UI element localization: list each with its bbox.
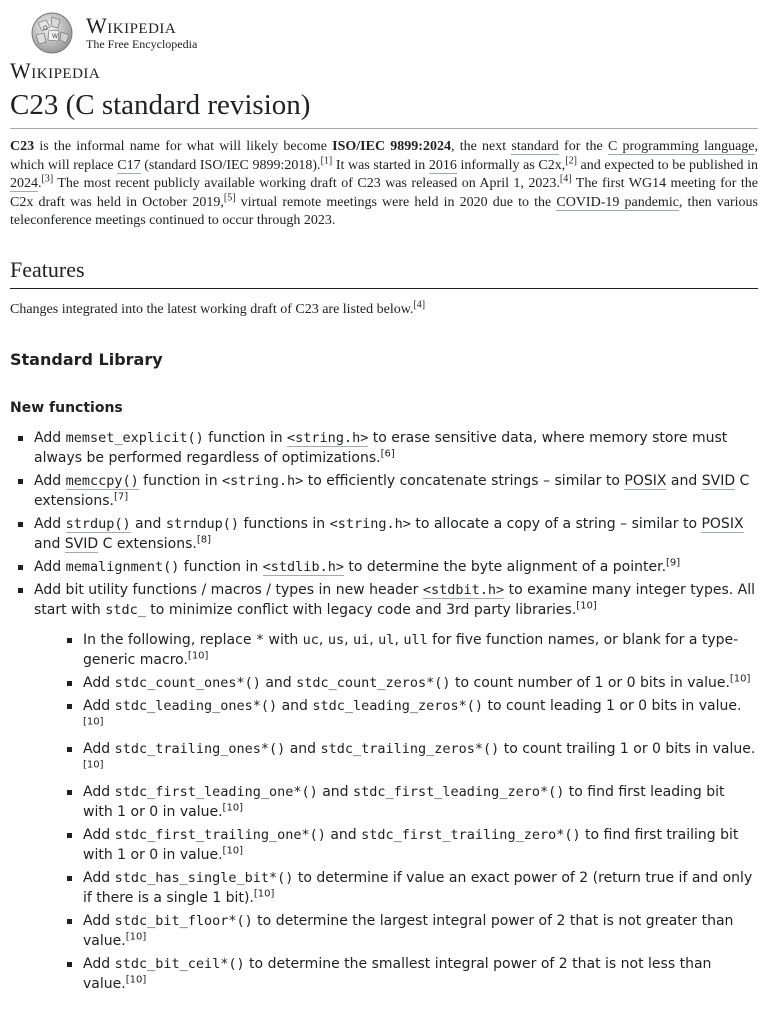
- text-run: , the next: [450, 139, 512, 154]
- text-run: Changes integrated into the latest working draft of C23 are listed below.: [10, 301, 414, 317]
- text-run: informally as C2x,: [456, 157, 566, 173]
- code-link[interactable]: [263, 559, 344, 576]
- intro-paragraph: [10, 138, 758, 231]
- page-title: C23 (C standard revision): [10, 86, 758, 129]
- text-run: It was started in: [332, 157, 429, 173]
- text-run: to count number of 1 or 0 bits in value.: [450, 674, 730, 691]
- code-snippet: stdc_first_trailing_zero*(): [361, 826, 581, 843]
- citation-ref[interactable]: [6]: [380, 447, 395, 459]
- list-item: [59, 739, 758, 779]
- features-intro: [10, 298, 758, 319]
- list-item: [59, 954, 758, 994]
- text-run: Add: [83, 869, 115, 886]
- text-run: Add: [34, 558, 66, 575]
- text-run: Add: [83, 740, 115, 757]
- wiki-link[interactable]: 2016: [428, 157, 457, 173]
- text-run: to find first leading bit with 1 or 0 in value.: [83, 783, 725, 820]
- list-item: [59, 782, 758, 822]
- list-item: [59, 630, 758, 670]
- citation-ref[interactable]: [3]: [41, 173, 54, 185]
- text-run: ,: [394, 631, 404, 648]
- text-run: virtual remote meetings were held in 2020 due to the: [235, 194, 557, 210]
- code-snippet: memccpy(): [65, 472, 139, 489]
- text-run: function in: [179, 558, 263, 575]
- citation-ref[interactable]: [10]: [253, 887, 275, 899]
- text-run: to count trailing 1 or 0 bits in value.: [499, 740, 756, 757]
- text-run: to determine the largest integral power of 2 that is not greater than value.: [83, 912, 734, 949]
- text-run: Add: [83, 697, 115, 714]
- wordmark: Wikipedia: [10, 58, 101, 83]
- wiki-link[interactable]: SVID: [701, 472, 736, 489]
- bold-term: ISO/IEC 9899:2024: [332, 139, 451, 154]
- wiki-link[interactable]: SVID: [64, 535, 99, 552]
- wiki-link[interactable]: C17: [117, 157, 141, 173]
- text-run: to erase sensitive data, where memory store must always be performed regardless of optimizations.: [34, 429, 728, 466]
- text-run: Add: [83, 674, 115, 691]
- code-snippet: stdc_first_trailing_one*(): [114, 826, 326, 843]
- text-run: to determine if value an exact power of 2 (return true if and only if there is a single 1 bit).: [83, 869, 753, 906]
- list-item: [10, 514, 758, 554]
- text-run: , then various teleconference meetings continued to occur through 2023.: [10, 194, 758, 228]
- code-snippet: stdc_leading_ones*(): [114, 697, 278, 714]
- code-snippet: <string.h>: [287, 429, 369, 446]
- text-run: ,: [369, 631, 379, 648]
- code-link[interactable]: [423, 582, 504, 599]
- text-run: and: [666, 472, 702, 489]
- code-snippet: stdc_count_ones*(): [114, 674, 261, 691]
- bold-term: C23: [10, 139, 35, 154]
- list-item: [59, 673, 758, 693]
- code-link[interactable]: [66, 516, 131, 533]
- text-run: and: [34, 535, 65, 552]
- code-snippet: stdc_bit_floor*(): [114, 912, 253, 929]
- code-snippet: us: [327, 631, 345, 648]
- list-item: [10, 580, 758, 994]
- citation-ref[interactable]: [5]: [223, 191, 236, 203]
- standard-library-heading: Standard Library: [10, 349, 163, 369]
- citation-ref[interactable]: [7]: [114, 490, 129, 502]
- text-run: Add: [34, 472, 66, 489]
- wiki-link[interactable]: standard: [511, 139, 559, 154]
- code-link[interactable]: [66, 473, 139, 490]
- citation-ref[interactable]: [10]: [729, 672, 751, 684]
- code-snippet: memset_explicit(): [65, 429, 204, 446]
- text-run: Add: [34, 515, 66, 532]
- text-run: to allocate a copy of a string – similar to: [410, 515, 702, 532]
- code-snippet: ui: [353, 631, 370, 648]
- citation-ref[interactable]: [10]: [222, 801, 244, 813]
- list-item: [59, 911, 758, 951]
- code-snippet: *: [255, 631, 265, 648]
- text-run: and expected to be published in: [576, 157, 758, 173]
- text-run: and: [130, 515, 166, 532]
- code-snippet: ull: [403, 631, 428, 648]
- code-snippet: stdc_has_single_bit*(): [114, 869, 294, 886]
- citation-ref[interactable]: [10]: [83, 715, 104, 727]
- wiki-link[interactable]: POSIX: [624, 472, 667, 489]
- text-run: C extensions.: [34, 472, 750, 509]
- text-run: Add bit utility functions / macros / types in new header: [34, 581, 423, 598]
- text-run: Add: [83, 826, 115, 843]
- new-functions-list: [10, 428, 758, 994]
- text-run: .: [38, 176, 42, 191]
- text-run: and: [317, 783, 354, 800]
- citation-ref[interactable]: [10]: [576, 599, 597, 611]
- text-run: to find first trailing bit with 1 or 0 in value.: [83, 826, 739, 863]
- text-run: and: [277, 697, 313, 714]
- text-run: is the informal name for what will likely become: [34, 139, 333, 154]
- code-link[interactable]: [287, 430, 368, 447]
- code-snippet: stdc_first_leading_one*(): [114, 783, 318, 800]
- svg-text:Ω: Ω: [43, 25, 48, 32]
- logo-tagline: The Free Encyclopedia: [86, 37, 198, 51]
- text-run: to determine the byte alignment of a pointer.: [343, 558, 667, 575]
- text-run: (standard ISO/IEC 9899:2018).: [140, 157, 321, 173]
- list-item: [59, 696, 758, 736]
- wiki-link[interactable]: COVID-19 pandemic: [556, 194, 679, 210]
- code-snippet: stdc_first_leading_zero*(): [353, 783, 565, 800]
- citation-ref[interactable]: [4]: [413, 298, 426, 310]
- list-item: [10, 557, 758, 577]
- text-run: to determine the smallest integral power of 2 that is not less than value.: [83, 955, 712, 992]
- code-snippet: strndup(): [165, 515, 239, 532]
- citation-ref[interactable]: [10]: [125, 973, 147, 985]
- citation-ref[interactable]: [9]: [666, 556, 681, 568]
- list-item: [59, 825, 758, 865]
- text-run: to minimize conflict with legacy code and 3rd party libraries.: [145, 601, 577, 618]
- logo-title: Wikipedia: [86, 13, 177, 38]
- text-run: Add: [34, 429, 66, 446]
- text-run: for the: [558, 139, 608, 154]
- code-snippet: stdc_bit_ceil*(): [114, 955, 245, 972]
- wikipedia-logo[interactable]: [10, 8, 758, 58]
- text-run: Add: [83, 955, 115, 972]
- code-snippet: strdup(): [65, 515, 131, 532]
- text-run: functions in: [239, 515, 330, 532]
- code-snippet: memalignment(): [65, 558, 180, 575]
- text-run: The first WG14 meeting for the C2x draft was held in October 2019,: [10, 176, 758, 210]
- citation-ref[interactable]: [10]: [222, 844, 244, 856]
- citation-ref[interactable]: [4]: [559, 173, 572, 185]
- article-page: [10, 0, 758, 997]
- stdbit-sublist: [59, 630, 758, 994]
- text-run: Add: [83, 912, 115, 929]
- text-run: with: [264, 631, 303, 648]
- code-snippet: <string.h>: [222, 472, 304, 489]
- text-run: function in: [138, 472, 223, 489]
- code-snippet: <stdbit.h>: [422, 581, 505, 598]
- svg-text:W: W: [52, 33, 58, 40]
- text-run: to efficiently concatenate strings – similar to: [303, 472, 625, 489]
- code-snippet: ul: [378, 631, 395, 648]
- code-snippet: stdc_count_zeros*(): [296, 674, 451, 691]
- code-snippet: uc: [302, 631, 319, 648]
- text-run: ,: [344, 631, 353, 648]
- text-run: for five function names, or blank for a type-generic macro.: [83, 631, 739, 668]
- citation-ref[interactable]: [8]: [196, 533, 212, 545]
- text-run: C extensions.: [98, 535, 197, 552]
- wiki-link[interactable]: POSIX: [701, 515, 744, 532]
- text-run: and: [260, 674, 297, 691]
- text-run: to count leading 1 or 0 bits in value.: [483, 697, 742, 714]
- features-heading: Features: [10, 255, 758, 289]
- citation-ref[interactable]: [10]: [125, 930, 147, 942]
- wiki-link[interactable]: 2024: [10, 176, 38, 191]
- citation-ref[interactable]: [1]: [320, 154, 333, 166]
- code-snippet: stdc_trailing_ones*(): [114, 740, 286, 757]
- list-item: [10, 471, 758, 511]
- text-run: , which will replace: [10, 139, 758, 173]
- text-run: Add: [83, 783, 115, 800]
- wiki-link[interactable]: C programming language: [607, 139, 755, 154]
- text-run: ,: [318, 631, 328, 648]
- text-run: The most recent publicly available working draft of C23 was released on April 1, 2023.: [53, 176, 560, 191]
- citation-ref[interactable]: [10]: [83, 758, 104, 770]
- new-functions-heading: New functions: [10, 399, 123, 416]
- text-run: function in: [203, 429, 288, 446]
- list-item: [59, 868, 758, 908]
- list-item: [10, 428, 758, 468]
- text-run: In the following, replace: [83, 631, 256, 648]
- code-snippet: <string.h>: [329, 515, 411, 532]
- globe-icon: [28, 11, 76, 55]
- citation-ref[interactable]: [10]: [187, 649, 209, 661]
- text-run: and: [325, 826, 362, 843]
- code-snippet: stdc_: [105, 601, 146, 618]
- citation-ref[interactable]: [2]: [565, 154, 577, 166]
- code-snippet: stdc_trailing_zeros*(): [320, 740, 500, 757]
- code-snippet: stdc_leading_zeros*(): [312, 697, 484, 714]
- text-run: to examine many integer types. All start with: [34, 581, 756, 618]
- code-snippet: <stdlib.h>: [262, 558, 344, 575]
- text-run: and: [285, 740, 321, 757]
